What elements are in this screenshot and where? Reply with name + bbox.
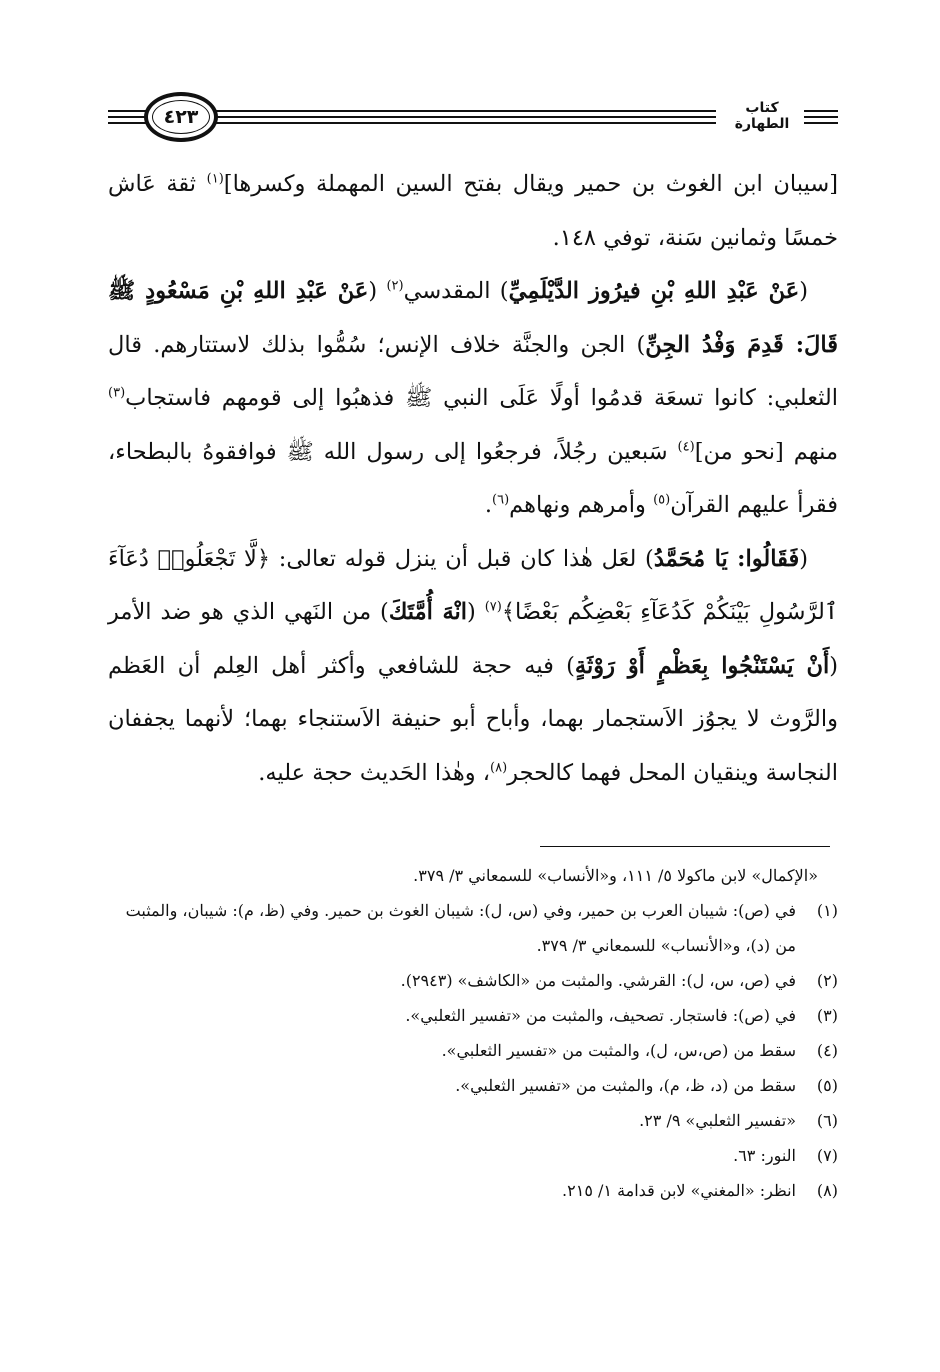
footnote-number: (٨) [816,1181,838,1200]
quran-verse: ﴿لَّا تَجْعَلُوا۟ دُعَآءَ ٱلرَّسُولِ بَيْنَكُمْ كَدُعَآءِ بَعْضِكُم بَعْضًا﴾ [108,545,838,625]
hadith-text: فَقَالُوا: يَا مُحَمَّدُ [653,545,800,572]
text-span: ) المقدسي [403,278,509,304]
footnote-text: سقط من (ص،س، ل)، والمثبت من «تفسير الثعلبي». [441,1041,796,1060]
text-span: سَبعين رجُلاً، فرجعُوا إلى رسول الله ﷺ فوافقوهُ بالبطحاء، فقرأ عليهم القرآن [108,438,838,518]
text-span: ) لعَل هٰذا كان قبل أن ينزل قوله تعالى: [270,545,654,572]
footnote-item [108,1033,838,1068]
text-span: وأمرهم ونهاهم [509,492,654,518]
footnote-item [108,893,838,963]
header-rule [804,122,838,124]
hadith-text: عَنْ عَبْدِ اللهِ بْنِ فيرُوز الدَّيْلَمِيِّ [508,278,800,304]
header-rule [212,122,716,124]
footnote-number: (٦) [816,1111,838,1130]
header-rule [804,116,838,118]
text-span: . [484,492,492,518]
text-span: ( [368,278,387,304]
footnote-item [108,998,838,1033]
footnote-text: في (ص): فاستجار. تصحيف، والمثبت من «تفسير الثعلبي». [405,1006,796,1025]
footnote-text: في (ص): شيبان العرب بن حمير، وفي (س، ل): شيبان الغوث بن حمير. وفي (ظ، م): شيبان، والمثبت من (د)، و«الأنساب» للسمعاني ٣/ ٣٧٩. [125,901,796,955]
footnote-item [108,1173,838,1208]
text-span: ) من النَهي الذي هو ضد الأمر ( [108,599,839,679]
footnote-ref: (٦) [492,492,510,508]
header-rule [212,116,716,118]
text-span: منهم [نحو من] [694,438,838,465]
footnote-item [108,1068,838,1103]
hadith-text: عَنْ عَبْدِ اللهِ بْنِ مَسْعُودٍ ﷺ قَالَ: قَدِمَ وَفْدُ الجِنِّ [108,278,838,358]
footnote-item [108,963,838,998]
footnote-number: (٥) [816,1076,838,1095]
header-rule [212,110,716,112]
footnote-ref: (٥) [653,492,671,508]
text-span: ، وهٰذا الحَديث حجة عليه. [258,759,491,786]
footnote-ref: (٤) [677,439,695,454]
paragraph-2 [108,265,838,533]
page-number-medallion [144,92,218,142]
footnote-text: النور: ٦٣. [733,1146,796,1165]
footnote-item [108,1103,838,1138]
footnote-text: في (ص، س، ل): القرشي. والمثبت من «الكاشف» (٢٩٤٣). [400,971,796,990]
text-span: ( [799,545,808,572]
footnote-ref: (٨) [490,760,508,775]
footnote-number: (٧) [816,1146,838,1165]
footnote-number: (٤) [816,1041,838,1060]
footnotes [108,858,838,1208]
footnote-continuation: «الإكمال» لابن ماكولا ٥/ ١١١، و«الأنساب» للسمعاني ٣/ ٣٧٩. [413,866,818,885]
footnote-text: «تفسير الثعلبي» ٩/ ٢٣. [639,1111,796,1130]
text-span: ) الجن والجنَّة خلاف الإنس؛ سُمُّوا بذلك لاستتارهم. قال الثعلبي: كانوا تسعَة قدمُوا أولًا عَلَى النبي ﷺ فذهبُوا إلى قومهم فاستجاب [108,331,839,411]
footnote-ref: (٢) [386,278,404,294]
text-span: ( [799,278,808,304]
footnote-separator [540,846,830,847]
footnote-ref: (٧) [484,599,502,615]
footnote-text: سقط من (د، ظ، م)، والمثبت من «تفسير الثعلبي». [455,1076,796,1095]
text-span: ) فيه حجة للشافعي وأكثر أهل العِلم أن العَظم والرَّوث لا يجوُز الاَستجمار بهما، وأباح أبو حنيفة الاَستنجاء بهما؛ لأنهما يجففان النجاسة وينقيان المحل فهما كالحجر [108,652,838,786]
header-rule [804,110,838,112]
footnote-item [108,1138,838,1173]
footnote-number: (٢) [816,971,838,990]
text-span: ثقة عَاش خمسًا وثمانين سَنة، توفي ١٤٨. [108,171,838,251]
paragraph-3 [108,533,838,801]
footnote-number: (٣) [816,1006,838,1025]
text-span: [سيبان ابن الغوث بن حمير ويقال بفتح السين المهملة وكسرها] [223,171,838,197]
main-text [108,158,838,800]
footnote-ref: (١) [206,171,224,187]
hadith-text: انْهَ أُمَّتَكَ [388,599,468,625]
footnote-text: انظر: «المغني» لابن قدامة ١/ ٢١٥. [562,1181,796,1200]
paragraph-1 [108,158,838,265]
footnote-ref: (٣) [108,385,126,401]
page-header [108,92,838,148]
footnote-number: (١) [816,901,838,920]
page-number: ٤٢٣ [163,106,199,128]
text-span: ( [467,599,485,625]
running-title: كتاب الطهارة [720,100,804,132]
hadith-text: أَنْ يَسْتَنْجُوا بِعَظْمٍ أَوْ رَوْثَةٍ [574,652,830,679]
